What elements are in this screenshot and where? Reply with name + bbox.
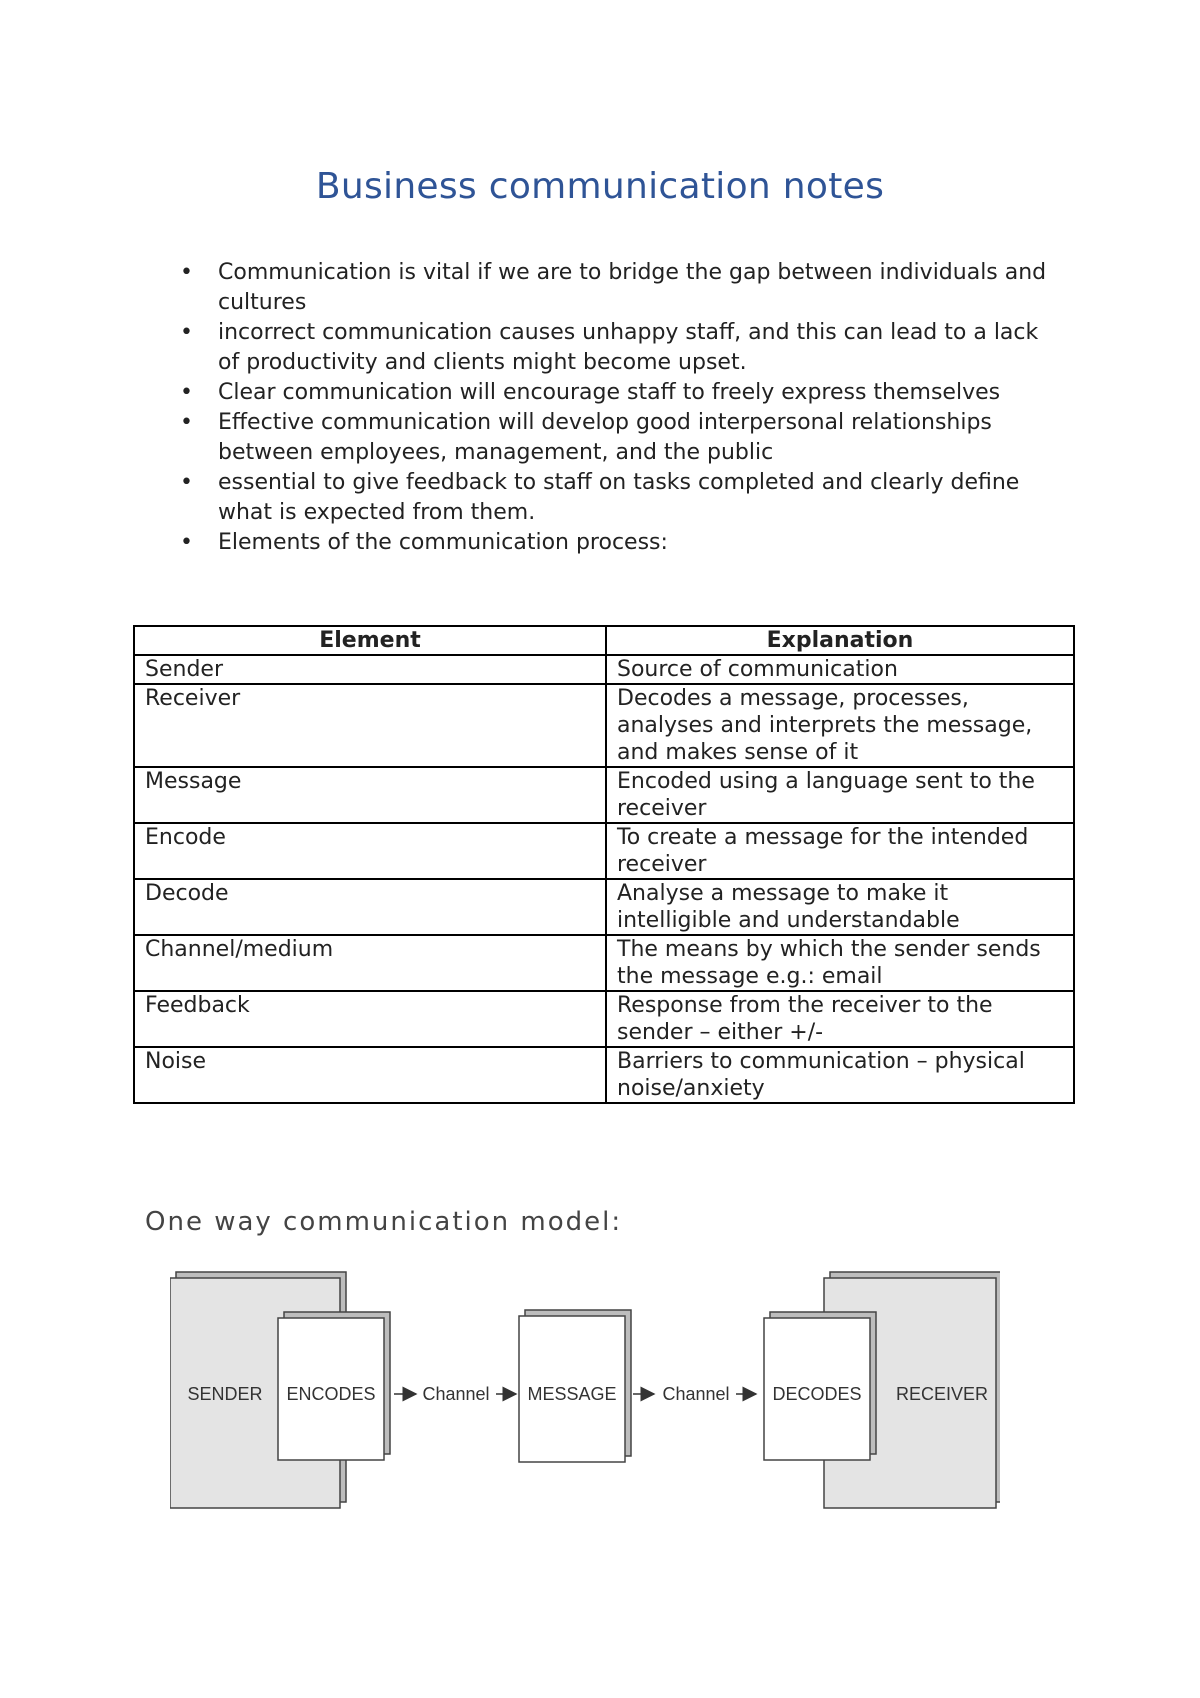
element-cell: Sender: [134, 655, 606, 684]
explanation-cell: The means by which the sender sends the message e.g.: email: [606, 935, 1074, 991]
model-heading: One way communication model:: [145, 1207, 623, 1237]
message-label: MESSAGE: [527, 1384, 617, 1404]
table-row: [134, 823, 1074, 879]
element-cell: Decode: [134, 879, 606, 935]
bullet-item: • incorrect communication causes unhappy staff, and this can lead to a lack of productivity and clients might become upset.: [180, 318, 1060, 378]
decodes-label: DECODES: [772, 1384, 862, 1404]
encodes-box: [278, 1312, 390, 1460]
table-row: [134, 684, 1074, 767]
table-row: [134, 1047, 1074, 1103]
table-row: [134, 655, 1074, 684]
table-row: [134, 879, 1074, 935]
bullet-item: • Communication is vital if we are to bridge the gap between individuals and cultures: [180, 258, 1060, 318]
element-cell: Receiver: [134, 684, 606, 767]
element-cell: Noise: [134, 1047, 606, 1103]
encodes-label: ENCODES: [286, 1384, 376, 1404]
element-cell: Encode: [134, 823, 606, 879]
channel-label: Channel: [422, 1384, 490, 1404]
explanation-cell: Analyse a message to make it intelligible and understandable: [606, 879, 1074, 935]
bullet-item: • Effective communication will develop good interpersonal relationships between employees, management, and the public: [180, 408, 1060, 468]
bullet-item: • Elements of the communication process:: [180, 528, 1060, 558]
explanation-cell: Response from the receiver to the sender – either +/-: [606, 991, 1074, 1047]
explanation-cell: Decodes a message, processes, analyses and interprets the message, and makes sense of it: [606, 684, 1074, 767]
table-row: [134, 767, 1074, 823]
element-cell: Feedback: [134, 991, 606, 1047]
explanation-cell: To create a message for the intended receiver: [606, 823, 1074, 879]
element-cell: Channel/medium: [134, 935, 606, 991]
element-cell: Message: [134, 767, 606, 823]
elements-table: [133, 625, 1075, 1104]
table-row: [134, 935, 1074, 991]
channel-label: Channel: [662, 1384, 730, 1404]
bullet-item: • Clear communication will encourage staff to freely express themselves: [180, 378, 1060, 408]
column-header-explanation: Explanation: [606, 626, 1074, 655]
column-header-element: Element: [134, 626, 606, 655]
message-box: [519, 1310, 631, 1462]
bullet-item: • essential to give feedback to staff on tasks completed and clearly define what is expected from them.: [180, 468, 1060, 528]
page-title: Business communication notes: [315, 166, 885, 207]
sender-label: SENDER: [187, 1384, 263, 1404]
explanation-cell: Barriers to communication – physical noise/anxiety: [606, 1047, 1074, 1103]
communication-model-diagram: [170, 1270, 1000, 1530]
table-header-row: [134, 626, 1074, 655]
explanation-cell: Source of communication: [606, 655, 1074, 684]
explanation-cell: Encoded using a language sent to the receiver: [606, 767, 1074, 823]
bullet-list: [180, 258, 1060, 558]
receiver-label: RECEIVER: [895, 1384, 989, 1404]
table-row: [134, 991, 1074, 1047]
decodes-box: [764, 1312, 876, 1460]
